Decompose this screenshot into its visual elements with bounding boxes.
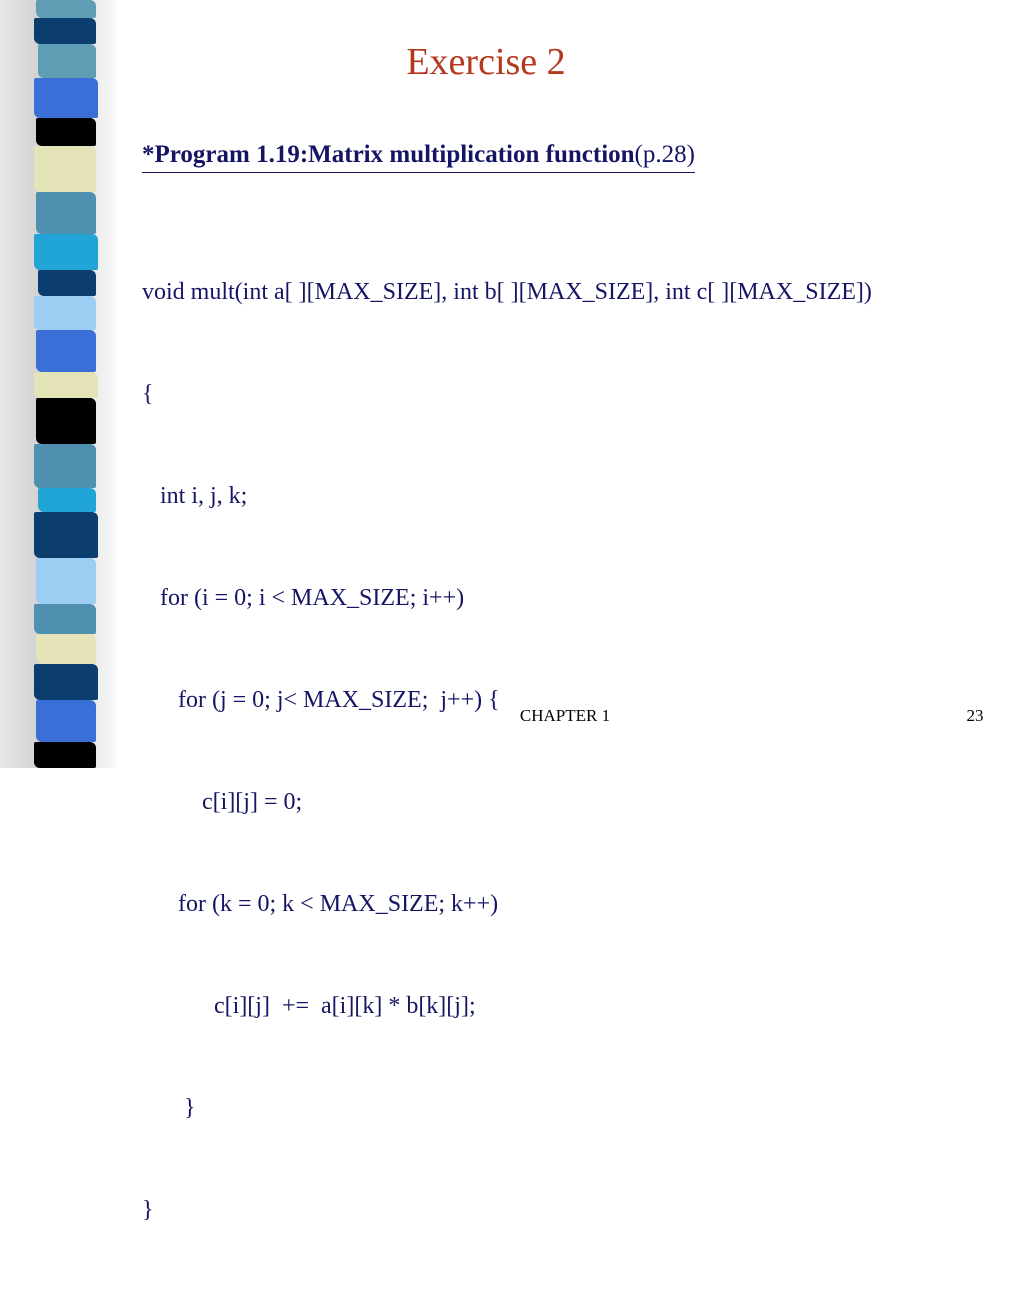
decorative-stripe-band xyxy=(36,330,96,372)
decorative-stripe-band xyxy=(34,78,98,118)
slide-title: Exercise 2 xyxy=(406,41,566,83)
code-line: for (j = 0; j< MAX_SIZE; j++) { xyxy=(142,687,500,713)
footer-chapter-label: CHAPTER 1 xyxy=(519,706,611,725)
code-line: for (k = 0; k < MAX_SIZE; k++) xyxy=(142,891,499,917)
decorative-stripe-band xyxy=(36,192,96,234)
decorative-stripe-band xyxy=(34,234,98,270)
decorative-stripe-band xyxy=(34,604,96,634)
decorative-stripe-band xyxy=(36,118,96,146)
program-caption xyxy=(142,138,695,173)
decorative-stripe-band xyxy=(34,18,96,44)
code-line: } xyxy=(142,1095,196,1121)
decorative-stripe-band xyxy=(34,664,98,700)
decorative-stripe-band xyxy=(38,44,96,78)
decorative-stripe-bar xyxy=(34,0,100,768)
code-line: for (i = 0; i < MAX_SIZE; i++) xyxy=(142,585,465,611)
code-block xyxy=(142,207,1014,1295)
decorative-stripe-band xyxy=(36,700,96,742)
code-line: int i, j, k; xyxy=(142,483,248,509)
decorative-stripe-band xyxy=(34,742,96,768)
code-line: c[i][j] += a[i][k] * b[k][j]; xyxy=(142,993,476,1019)
decorative-stripe-band xyxy=(36,398,96,444)
decorative-stripe-band xyxy=(34,512,98,558)
footer-page-number: 23 xyxy=(966,706,984,725)
decorative-stripe-band xyxy=(34,146,96,192)
decorative-stripe-band xyxy=(38,270,96,296)
code-line: { xyxy=(142,381,154,407)
code-line: void mult(int a[ ][MAX_SIZE], int b[ ][MAX_SIZE], int c[ ][MAX_SIZE]) xyxy=(142,279,872,305)
decorative-stripe-band xyxy=(38,488,96,512)
code-line: c[i][j] = 0; xyxy=(142,789,303,815)
program-caption-page-ref: (p.28) xyxy=(634,141,695,168)
decorative-stripe-band xyxy=(34,444,96,488)
decorative-stripe-band xyxy=(36,558,96,604)
decorative-stripe-band xyxy=(36,634,96,664)
decorative-stripe-band xyxy=(34,296,96,330)
decorative-stripe-band xyxy=(36,0,96,18)
decorative-stripe-band xyxy=(34,372,98,398)
program-caption-bold: *Program 1.19:Matrix multiplication function xyxy=(142,141,635,168)
code-line: } xyxy=(142,1197,154,1223)
